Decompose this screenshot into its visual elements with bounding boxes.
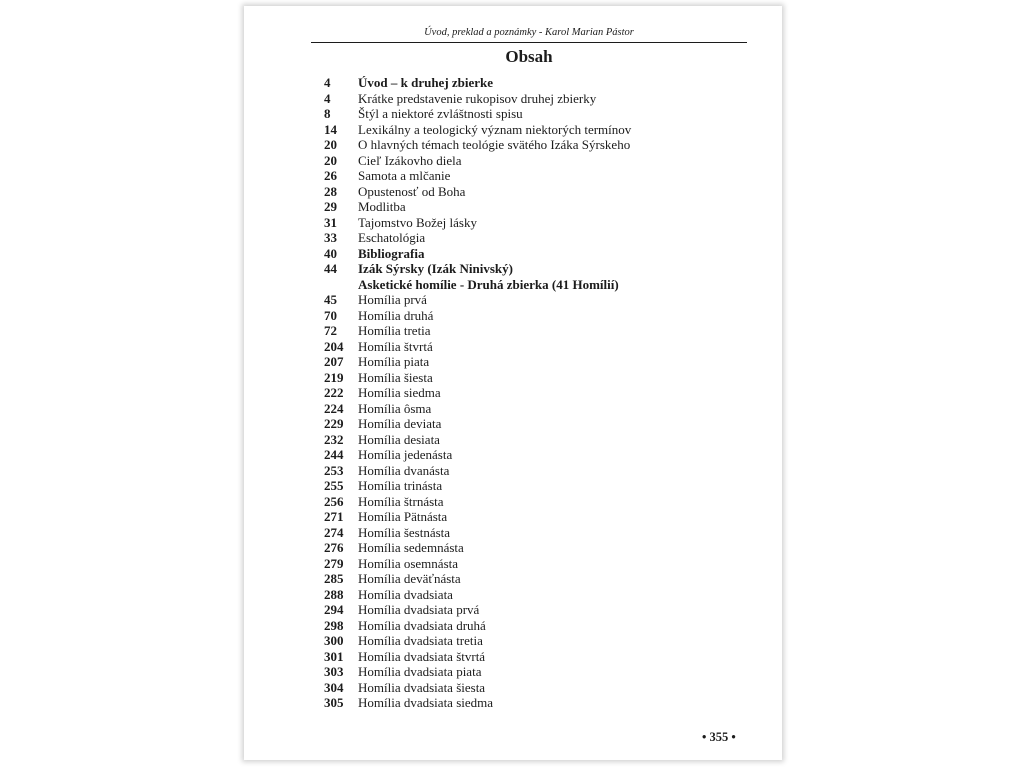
toc-entry [324, 649, 744, 665]
toc-entry-title: Štýl a niektoré zvláštnosti spisu [358, 106, 523, 121]
toc-page-number: 4 [324, 90, 331, 106]
toc-entry [324, 106, 744, 122]
toc-entry-title: Homília ôsma [358, 400, 432, 416]
toc-page-number: 45 [324, 292, 337, 307]
toc-entry [324, 323, 744, 339]
toc-page-number: 279 [324, 555, 344, 571]
toc-page-number: 8 [324, 106, 331, 121]
toc-page-number: 274 [324, 524, 344, 540]
toc-page-number: 244 [324, 447, 344, 462]
toc-page-number: 304 [324, 679, 344, 695]
page-number: • 355 • [702, 730, 736, 744]
page-title: Obsah [505, 47, 553, 66]
toc-entry [324, 122, 744, 138]
toc-page-number: 253 [324, 462, 344, 478]
toc-page-number: 288 [324, 586, 344, 602]
toc-entry [324, 385, 744, 401]
toc-entry [324, 137, 744, 153]
toc-entry-title: Homília šiesta [358, 369, 433, 385]
toc-entry-title: Homília sedemnásta [358, 540, 464, 555]
toc-entry [324, 540, 744, 556]
toc-page-number: 207 [324, 354, 344, 369]
toc-entry-title: Homília dvadsiata druhá [358, 617, 486, 633]
toc-entry [324, 494, 744, 510]
toc-entry [324, 633, 744, 649]
toc-entry-title: Homília dvadsiata štvrtá [358, 648, 486, 664]
toc-entry-title: Eschatológia [358, 230, 426, 245]
toc-entry-title: Izák Sýrsky (Izák Ninivský) [358, 261, 513, 276]
toc-entry [324, 447, 744, 463]
toc-entry-title: Lexikálny a teologický význam niektorých termínov [358, 121, 632, 137]
running-header: Úvod, preklad a poznámky - Karol Marian Pástor [424, 27, 634, 38]
toc-entry-title: Bibliografia [358, 245, 425, 261]
toc-entry [324, 168, 744, 184]
toc-page-number: 305 [324, 695, 344, 710]
toc-entry [324, 370, 744, 386]
toc-entry-title: Asketické homílie - Druhá zbierka (41 Homílií) [358, 276, 619, 292]
toc-entry-title: Homília štrnásta [358, 493, 444, 509]
toc-entry [324, 292, 744, 308]
toc-entry-title: Homília trinásta [358, 478, 443, 493]
toc-page-number [324, 277, 358, 293]
toc-entry-title: Homília osemnásta [358, 555, 459, 571]
toc-entry-title: Homília prvá [358, 292, 427, 307]
toc-entry-title: Homília dvadsiata [358, 586, 453, 602]
toc-page-number: 20 [324, 152, 337, 168]
toc-entry-title: Homília tretia [358, 323, 431, 338]
toc-entry [324, 478, 744, 494]
toc-entry [324, 618, 744, 634]
toc-page-number: 222 [324, 385, 344, 400]
toc-page-number: 70 [324, 307, 337, 323]
toc-page-number: 301 [324, 648, 344, 664]
toc-page-number: 40 [324, 245, 337, 261]
toc-entry [324, 215, 744, 231]
toc-entry [324, 695, 744, 711]
toc-entry [324, 261, 744, 277]
document-page [244, 6, 782, 760]
toc-page-number: 224 [324, 400, 344, 416]
toc-entry [324, 432, 744, 448]
toc-page-number: 285 [324, 571, 344, 586]
toc-entry [324, 587, 744, 603]
toc-entry [324, 75, 744, 91]
toc-entry-title: O hlavných témach teológie svätého Izáka Sýrskeho [358, 137, 631, 152]
toc-page-number: 219 [324, 369, 344, 385]
toc-entry [324, 401, 744, 417]
table-of-contents [324, 75, 744, 711]
toc-entry [324, 509, 744, 525]
toc-entry-title: Opustenosť od Boha [358, 183, 466, 199]
toc-entry [324, 602, 744, 618]
toc-entry [324, 680, 744, 696]
toc-entry [324, 230, 744, 246]
toc-page-number: 229 [324, 416, 344, 431]
header-rule [311, 42, 747, 43]
toc-entry [324, 571, 744, 587]
toc-page-number: 72 [324, 323, 337, 338]
toc-page-number: 26 [324, 168, 337, 183]
toc-entry-title: Tajomstvo Božej lásky [358, 214, 477, 230]
toc-entry [324, 91, 744, 107]
toc-page-number: 29 [324, 199, 337, 214]
toc-page-number: 256 [324, 493, 344, 509]
toc-entry [324, 664, 744, 680]
toc-entry-title: Krátke predstavenie rukopisov druhej zbierky [358, 90, 597, 106]
toc-page-number: 255 [324, 478, 344, 493]
toc-entry-title: Homília deviata [358, 416, 442, 431]
toc-entry [324, 556, 744, 572]
toc-page-number: 44 [324, 261, 337, 276]
toc-entry-title: Homília deväťnásta [358, 571, 461, 586]
toc-entry [324, 246, 744, 262]
toc-entry [324, 525, 744, 541]
toc-entry-title: Homília druhá [358, 307, 434, 323]
toc-entry-title: Homília dvadsiata šiesta [358, 679, 486, 695]
toc-entry-title: Homília dvadsiata prvá [358, 602, 480, 617]
toc-entry [324, 277, 744, 293]
toc-page-number: 271 [324, 509, 344, 524]
toc-entry-title: Homília štvrtá [358, 338, 433, 354]
toc-entry-title: Modlitba [358, 199, 406, 214]
toc-page-number: 31 [324, 214, 337, 230]
toc-page-number: 298 [324, 617, 344, 633]
toc-entry-title: Homília dvadsiata tretia [358, 633, 483, 648]
toc-entry-title: Úvod – k druhej zbierke [358, 75, 494, 90]
toc-entry [324, 199, 744, 215]
toc-entry-title: Cieľ Izákovho diela [358, 152, 462, 168]
toc-entry [324, 463, 744, 479]
toc-entry [324, 153, 744, 169]
toc-entry-title: Homília jedenásta [358, 447, 453, 462]
toc-entry [324, 339, 744, 355]
toc-page-number: 303 [324, 664, 344, 679]
toc-entry-title: Homília Pätnásta [358, 509, 448, 524]
toc-entry-title: Homília siedma [358, 385, 441, 400]
toc-entry [324, 354, 744, 370]
toc-page-number: 204 [324, 338, 344, 354]
toc-entry-title: Homília desiata [358, 431, 440, 447]
toc-entry [324, 184, 744, 200]
toc-entry [324, 416, 744, 432]
toc-entry-title: Homília piata [358, 354, 430, 369]
toc-entry-title: Samota a mlčanie [358, 168, 451, 183]
toc-entry-title: Homília dvanásta [358, 462, 450, 478]
toc-page-number: 20 [324, 137, 337, 152]
toc-page-number: 4 [324, 75, 331, 90]
toc-entry [324, 308, 744, 324]
toc-page-number: 294 [324, 602, 344, 617]
toc-page-number: 300 [324, 633, 344, 648]
toc-page-number: 33 [324, 230, 337, 245]
toc-page-number: 276 [324, 540, 344, 555]
toc-page-number: 14 [324, 121, 337, 137]
toc-page-number: 232 [324, 431, 344, 447]
toc-page-number: 28 [324, 183, 337, 199]
toc-entry-title: Homília dvadsiata siedma [358, 695, 494, 710]
toc-entry-title: Homília dvadsiata piata [358, 664, 482, 679]
toc-entry-title: Homília šestnásta [358, 524, 451, 540]
